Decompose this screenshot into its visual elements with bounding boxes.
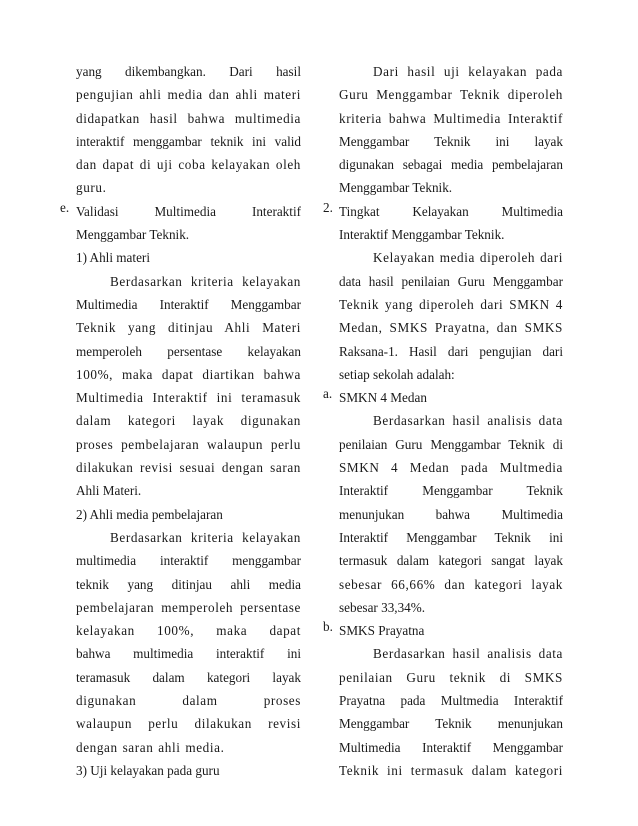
text-line: Ahli Materi. xyxy=(76,483,142,499)
subsection-ahli-media xyxy=(76,503,301,759)
right-column xyxy=(323,60,563,782)
list-marker: e. xyxy=(60,199,70,215)
list-marker: b. xyxy=(323,619,333,635)
text-line: Raksana-1. Hasil dari pengujian dari xyxy=(339,343,563,359)
list-item-a xyxy=(323,386,563,619)
text-line: Teknik yang ditinjau Ahli Materi xyxy=(76,320,301,336)
text-line: Berdasarkan kriteria kelayakan xyxy=(110,529,301,545)
text-line: Guru Menggambar Teknik diperoleh xyxy=(339,87,563,103)
text-line: SMKN 4 Medan pada Multmedia xyxy=(339,460,563,476)
text-line: Dari hasil uji kelayakan pada xyxy=(373,64,563,79)
text-line: Menggambar Teknik. xyxy=(339,180,453,196)
text-line: Menggambar Teknik ini layak xyxy=(339,133,563,149)
text-line: Tingkat Kelayakan Multimedia xyxy=(339,203,563,219)
right-paragraph-1 xyxy=(339,60,563,200)
text-line: Validasi Multimedia Interaktif xyxy=(76,203,301,219)
text-line: Multimedia Interaktif ini teramasuk xyxy=(76,390,301,406)
text-line: 100%, maka dapat diartikan bahwa xyxy=(76,366,301,382)
subsection-ahli-materi xyxy=(76,246,301,502)
list-marker: a. xyxy=(323,386,333,402)
item-heading: SMKN 4 Medan xyxy=(339,390,427,406)
text-line: data hasil penilaian Guru Menggambar xyxy=(339,273,563,289)
text-line: kelayakan 100%, maka dapat xyxy=(76,623,301,639)
text-line: digunakan sebagai media pembelajaran xyxy=(339,157,563,173)
text-line: didapatkan hasil bahwa multimedia xyxy=(76,110,301,126)
text-line: penilaian Guru teknik di SMKS xyxy=(339,669,563,685)
text-line: dan dapat di uji coba kelayakan oleh xyxy=(76,157,301,173)
text-line: Interaktif Menggambar Teknik. xyxy=(339,227,505,243)
left-paragraph-1 xyxy=(76,60,301,200)
item-heading: SMKS Prayatna xyxy=(339,623,425,639)
text-line: Interaktif Menggambar Teknik xyxy=(339,483,563,499)
text-line: walaupun perlu dilakukan revisi xyxy=(76,716,301,732)
list-item-e xyxy=(60,199,301,247)
subsection-heading: 3) Uji kelayakan pada guru xyxy=(76,762,220,778)
subsection-heading: 1) Ahli materi xyxy=(76,250,150,266)
text-line: memperoleh persentase kelayakan xyxy=(76,343,301,359)
text-line: termasuk dalam kategori sangat layak xyxy=(339,553,563,569)
text-line: Kelayakan media diperoleh dari xyxy=(373,250,563,266)
right-paragraph-2 xyxy=(339,246,563,386)
text-line: dilakukan revisi sesuai dengan saran xyxy=(76,460,301,476)
text-line: Teknik yang diperoleh dari SMKN 4 xyxy=(339,296,563,312)
text-line: penilaian Guru Menggambar Teknik di xyxy=(339,436,563,452)
text-line: Interaktif Menggambar Teknik ini xyxy=(339,529,563,545)
text-line: sebesar 33,34%. xyxy=(339,599,426,615)
list-marker: 2. xyxy=(323,199,333,215)
text-line: Prayatna pada Multmedia Interaktif xyxy=(339,693,563,709)
text-line: teramasuk dalam kategori layak xyxy=(76,669,301,685)
text-line: interaktif menggambar teknik ini valid xyxy=(76,133,301,149)
text-line: Berdasarkan hasil analisis data xyxy=(373,646,563,662)
text-line: Multimedia Interaktif Menggambar xyxy=(76,296,301,312)
list-item-2 xyxy=(323,199,563,247)
text-line: Multimedia Interaktif Menggambar xyxy=(339,739,563,755)
text-line: Berdasarkan hasil analisis data xyxy=(373,413,563,429)
text-line: pengujian ahli media dan ahli materi xyxy=(76,87,301,103)
text-line: dengan saran ahli media. xyxy=(76,739,225,755)
text-line: bahwa multimedia interaktif ini xyxy=(76,646,301,662)
text-line: digunakan dalam proses xyxy=(76,693,301,709)
text-line: sebesar 66,66% dan kategori layak xyxy=(339,576,563,592)
text-line: pembelajaran memperoleh persentase xyxy=(76,599,301,615)
text-line: kriteria bahwa Multimedia Interaktif xyxy=(339,110,563,126)
list-item-b xyxy=(323,619,563,782)
text-line: teknik yang ditinjau ahli media xyxy=(76,576,301,592)
text-line: Medan, SMKS Prayatna, dan SMKS xyxy=(339,320,563,336)
text-line: yang dikembangkan. Dari hasil xyxy=(76,64,301,79)
text-line: setiap sekolah adalah: xyxy=(339,366,455,382)
text-line: Menggambar Teknik menunjukan xyxy=(339,716,563,732)
text-line: proses pembelajaran walaupun perlu xyxy=(76,436,301,452)
text-line: guru. xyxy=(76,180,107,196)
text-line: menunjukan bahwa Multimedia xyxy=(339,506,563,522)
text-line: Berdasarkan kriteria kelayakan xyxy=(110,273,301,289)
subsection-heading: 2) Ahli media pembelajaran xyxy=(76,506,223,522)
text-line: multimedia interaktif menggambar xyxy=(76,553,301,569)
left-column xyxy=(60,60,301,782)
text-line: Teknik ini termasuk dalam kategori xyxy=(339,762,563,778)
text-line: dalam kategori layak digunakan xyxy=(76,413,301,429)
text-line: Menggambar Teknik. xyxy=(76,227,190,243)
